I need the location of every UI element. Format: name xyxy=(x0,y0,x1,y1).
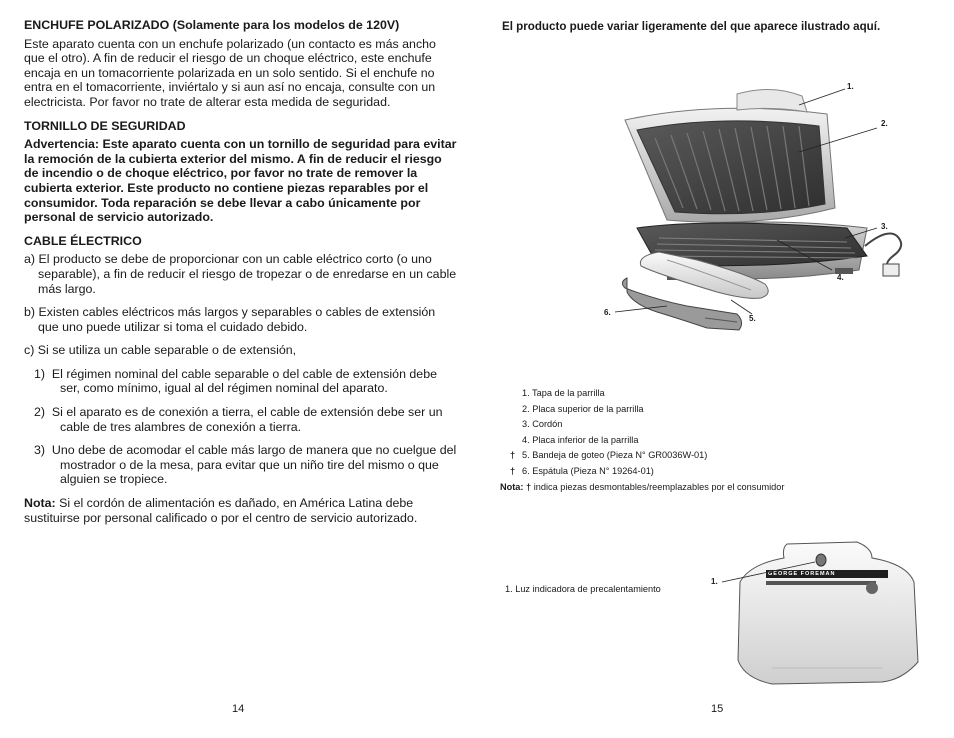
dagger: † xyxy=(510,450,516,461)
list-item xyxy=(34,443,459,487)
list-item xyxy=(24,343,459,358)
item-label: a) xyxy=(24,252,36,267)
part-text: 6. Espátula (Pieza N° 19264-01) xyxy=(522,465,654,476)
parts-note-label: Nota: † xyxy=(500,481,532,492)
preheat-light-label: 1. Luz indicadora de precalentamiento xyxy=(505,584,661,594)
lamp-callout-line xyxy=(477,0,954,738)
page-number-left: 14 xyxy=(232,703,245,715)
callout-6: 6. xyxy=(604,308,611,317)
polarized-heading-text: ENCHUFE POLARIZADO xyxy=(24,18,170,32)
list-item xyxy=(34,405,459,434)
cord-list xyxy=(24,252,459,358)
cord-note xyxy=(24,496,459,525)
note-text: Si el cordón de alimentación es dañado, en América Latina debe sustituirse por personal calificado o por el centro de servicio autorizado. xyxy=(24,496,418,525)
part-text: 4. Placa inferior de la parrilla xyxy=(522,434,639,445)
parts-note-text: indica piezas desmontables/reemplazables por el consumidor xyxy=(531,481,785,492)
item-text: Uno debe de acomodar el cable más largo de manera que no cuelgue del mostrador o de la mesa, para evitar que un niño tire del mismo o que alguien se tropiece. xyxy=(51,443,457,487)
callout-1: 1. xyxy=(847,82,854,91)
item-text: Si se utiliza un cable separable o de extensión, xyxy=(37,343,297,358)
item-text: Existen cables eléctricos más largos y separables o cables de extensión que uno puede utilizar si toma el cuidado debido. xyxy=(38,305,436,334)
polarized-heading-sub: (Solamente para los modelos de 120V) xyxy=(172,18,400,32)
lamp-callout: 1. xyxy=(711,577,718,586)
callout-5: 5. xyxy=(749,314,756,323)
polarized-heading xyxy=(24,18,459,33)
part-text: 3. Cordón xyxy=(522,419,563,430)
list-item xyxy=(24,305,459,334)
list-item xyxy=(34,367,459,396)
cord-heading: CABLE ÉLECTRICO xyxy=(24,233,142,248)
screw-heading: TORNILLO DE SEGURIDAD xyxy=(24,118,186,133)
item-label: 3) xyxy=(34,443,46,458)
callout-4: 4. xyxy=(837,273,844,282)
page-number-right: 15 xyxy=(711,703,724,715)
screw-warning: Advertencia: Este aparato cuenta con un tornillo de seguridad para evitar la remoción de la cubierta exterior del mismo. A fin de reducir el riesgo de incendio o de choque eléctrico, por favor no trate de remover la cubierta exterior. Este producto no contiene piezas reparables por el consumidor. Toda reparación se debe llevar a cabo únicamente por personal de servicio autorizado. xyxy=(24,137,457,225)
cord-sublist xyxy=(24,367,459,487)
left-column xyxy=(24,18,459,534)
item-text: El régimen nominal del cable separable o del cable de extensión debe ser, como mínimo, igual al del régimen nominal del aparato. xyxy=(51,366,437,396)
brand-logo-text: GEORGE FOREMAN xyxy=(768,571,836,577)
item-label: 1) xyxy=(34,366,46,381)
illustration-note: El producto puede variar ligeramente del que aparece ilustrado aquí. xyxy=(502,20,881,33)
list-item xyxy=(24,252,459,296)
part-text: 2. Placa superior de la parrilla xyxy=(522,403,644,414)
dagger: † xyxy=(510,465,516,476)
callout-2: 2. xyxy=(881,119,888,128)
polarized-text: Este aparato cuenta con un enchufe polarizado (un contacto es más ancho que el otro). A fin de reducir el riesgo de un choque eléctrico, este enchufe encaja en un tomacorriente polarizada en un solo sentido. Si el enchufe no entra en el tomacorriente, inviértalo y si aun así no encaja, consulte con un electricista. Por favor no trate de alterar esta medida de seguridad. xyxy=(24,36,436,109)
part-text: 5. Bandeja de goteo (Pieza N° GR0036W-01) xyxy=(522,450,708,461)
item-text: Si el aparato es de conexión a tierra, el cable de extensión debe ser un cable de tres alambres de conexión a tierra. xyxy=(51,405,443,434)
callout-3: 3. xyxy=(881,222,888,231)
item-text: El producto se debe de proporcionar con un cable eléctrico corto (o uno separable), a fin de reducir el riesgo de tropezar o de enredarse en un cable más largo. xyxy=(38,252,457,296)
part-text: 1. Tapa de la parrilla xyxy=(522,388,605,398)
item-label: b) xyxy=(24,305,36,320)
note-label: Nota: xyxy=(24,496,56,511)
item-label: 2) xyxy=(34,405,46,420)
right-page xyxy=(477,0,954,738)
item-label: c) xyxy=(24,343,35,358)
